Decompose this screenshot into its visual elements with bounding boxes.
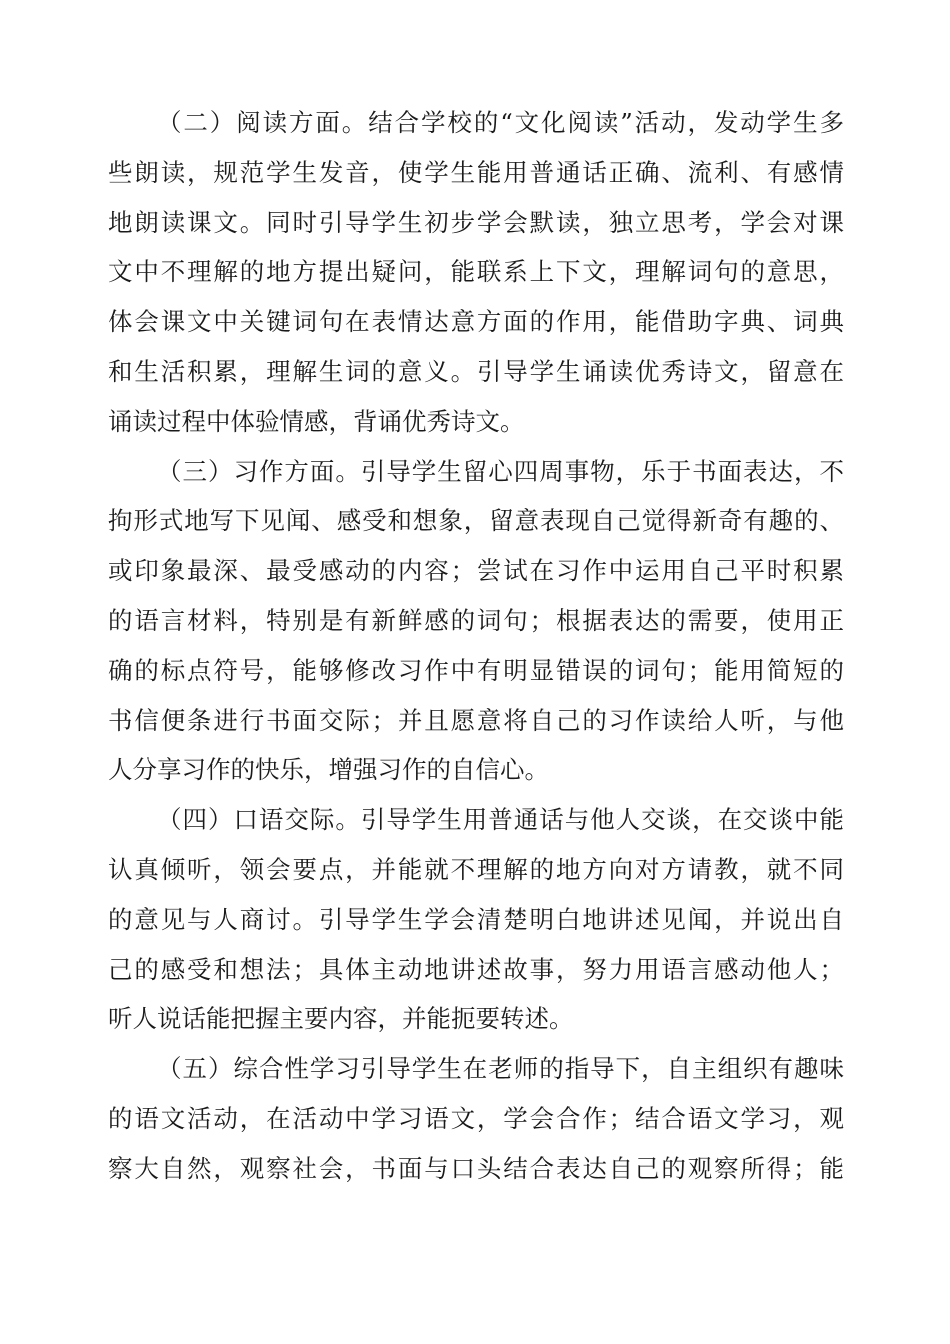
- text-line: 书信便条进行书面交际；并且愿意将自己的习作读给人听，与他: [108, 705, 844, 735]
- text-line: 的意见与人商讨。引导学生学会清楚明白地讲述见闻，并说出自: [108, 904, 844, 934]
- text-line: 认真倾听，领会要点，并能就不理解的地方向对方请教，就不同: [108, 854, 844, 884]
- text-line: 确的标点符号，能够修改习作中有明显错误的词句；能用简短的: [108, 655, 844, 685]
- paragraph-writing: [108, 447, 844, 796]
- text-line: 的语言材料，特别是有新鲜感的词句；根据表达的需要，使用正: [108, 605, 844, 635]
- text-line: 拘形式地写下见闻、感受和想象，留意表现自己觉得新奇有趣的、: [108, 506, 844, 536]
- text-line: （三）习作方面。引导学生留心四周事物，乐于书面表达，不: [157, 456, 844, 486]
- text-line: 人分享习作的快乐，增强习作的自信心。: [108, 755, 549, 785]
- text-line: 己的感受和想法；具体主动地讲述故事，努力用语言感动他人；: [108, 954, 844, 984]
- paragraph-comprehensive: [108, 1044, 844, 1193]
- text-line: 地朗读课文。同时引导学生初步学会默读，独立思考，学会对课: [108, 207, 844, 237]
- text-line: 的语文活动，在活动中学习语文，学会合作；结合语文学习，观: [108, 1103, 844, 1133]
- paragraph-reading: [108, 98, 844, 447]
- text-line: 体会课文中关键词句在表情达意方面的作用，能借助字典、词典: [108, 307, 844, 337]
- text-line: 文中不理解的地方提出疑问，能联系上下文，理解词句的意思，: [108, 257, 844, 287]
- text-line: （二）阅读方面。结合学校的“文化阅读”活动，发动学生多: [157, 108, 844, 137]
- text-line: 察大自然，观察社会，书面与口头结合表达自己的观察所得；能: [108, 1153, 844, 1183]
- text-line: （五）综合性学习引导学生在老师的指导下，自主组织有趣味: [157, 1054, 844, 1084]
- text-line: 诵读过程中体验情感，背诵优秀诗文。: [108, 406, 525, 436]
- paragraph-speaking: [108, 795, 844, 1044]
- text-line: 和生活积累，理解生词的意义。引导学生诵读优秀诗文，留意在: [108, 356, 844, 386]
- text-line: 些朗读，规范学生发音，使学生能用普通话正确、流利、有感情: [108, 157, 844, 187]
- text-line: 或印象最深、最受感动的内容；尝试在习作中运用自己平时积累: [108, 556, 844, 586]
- text-line: （四）口语交际。引导学生用普通话与他人交谈，在交谈中能: [157, 805, 844, 835]
- document-body: [108, 98, 844, 1194]
- text-line: 听人说话能把握主要内容，并能扼要转述。: [108, 1004, 574, 1034]
